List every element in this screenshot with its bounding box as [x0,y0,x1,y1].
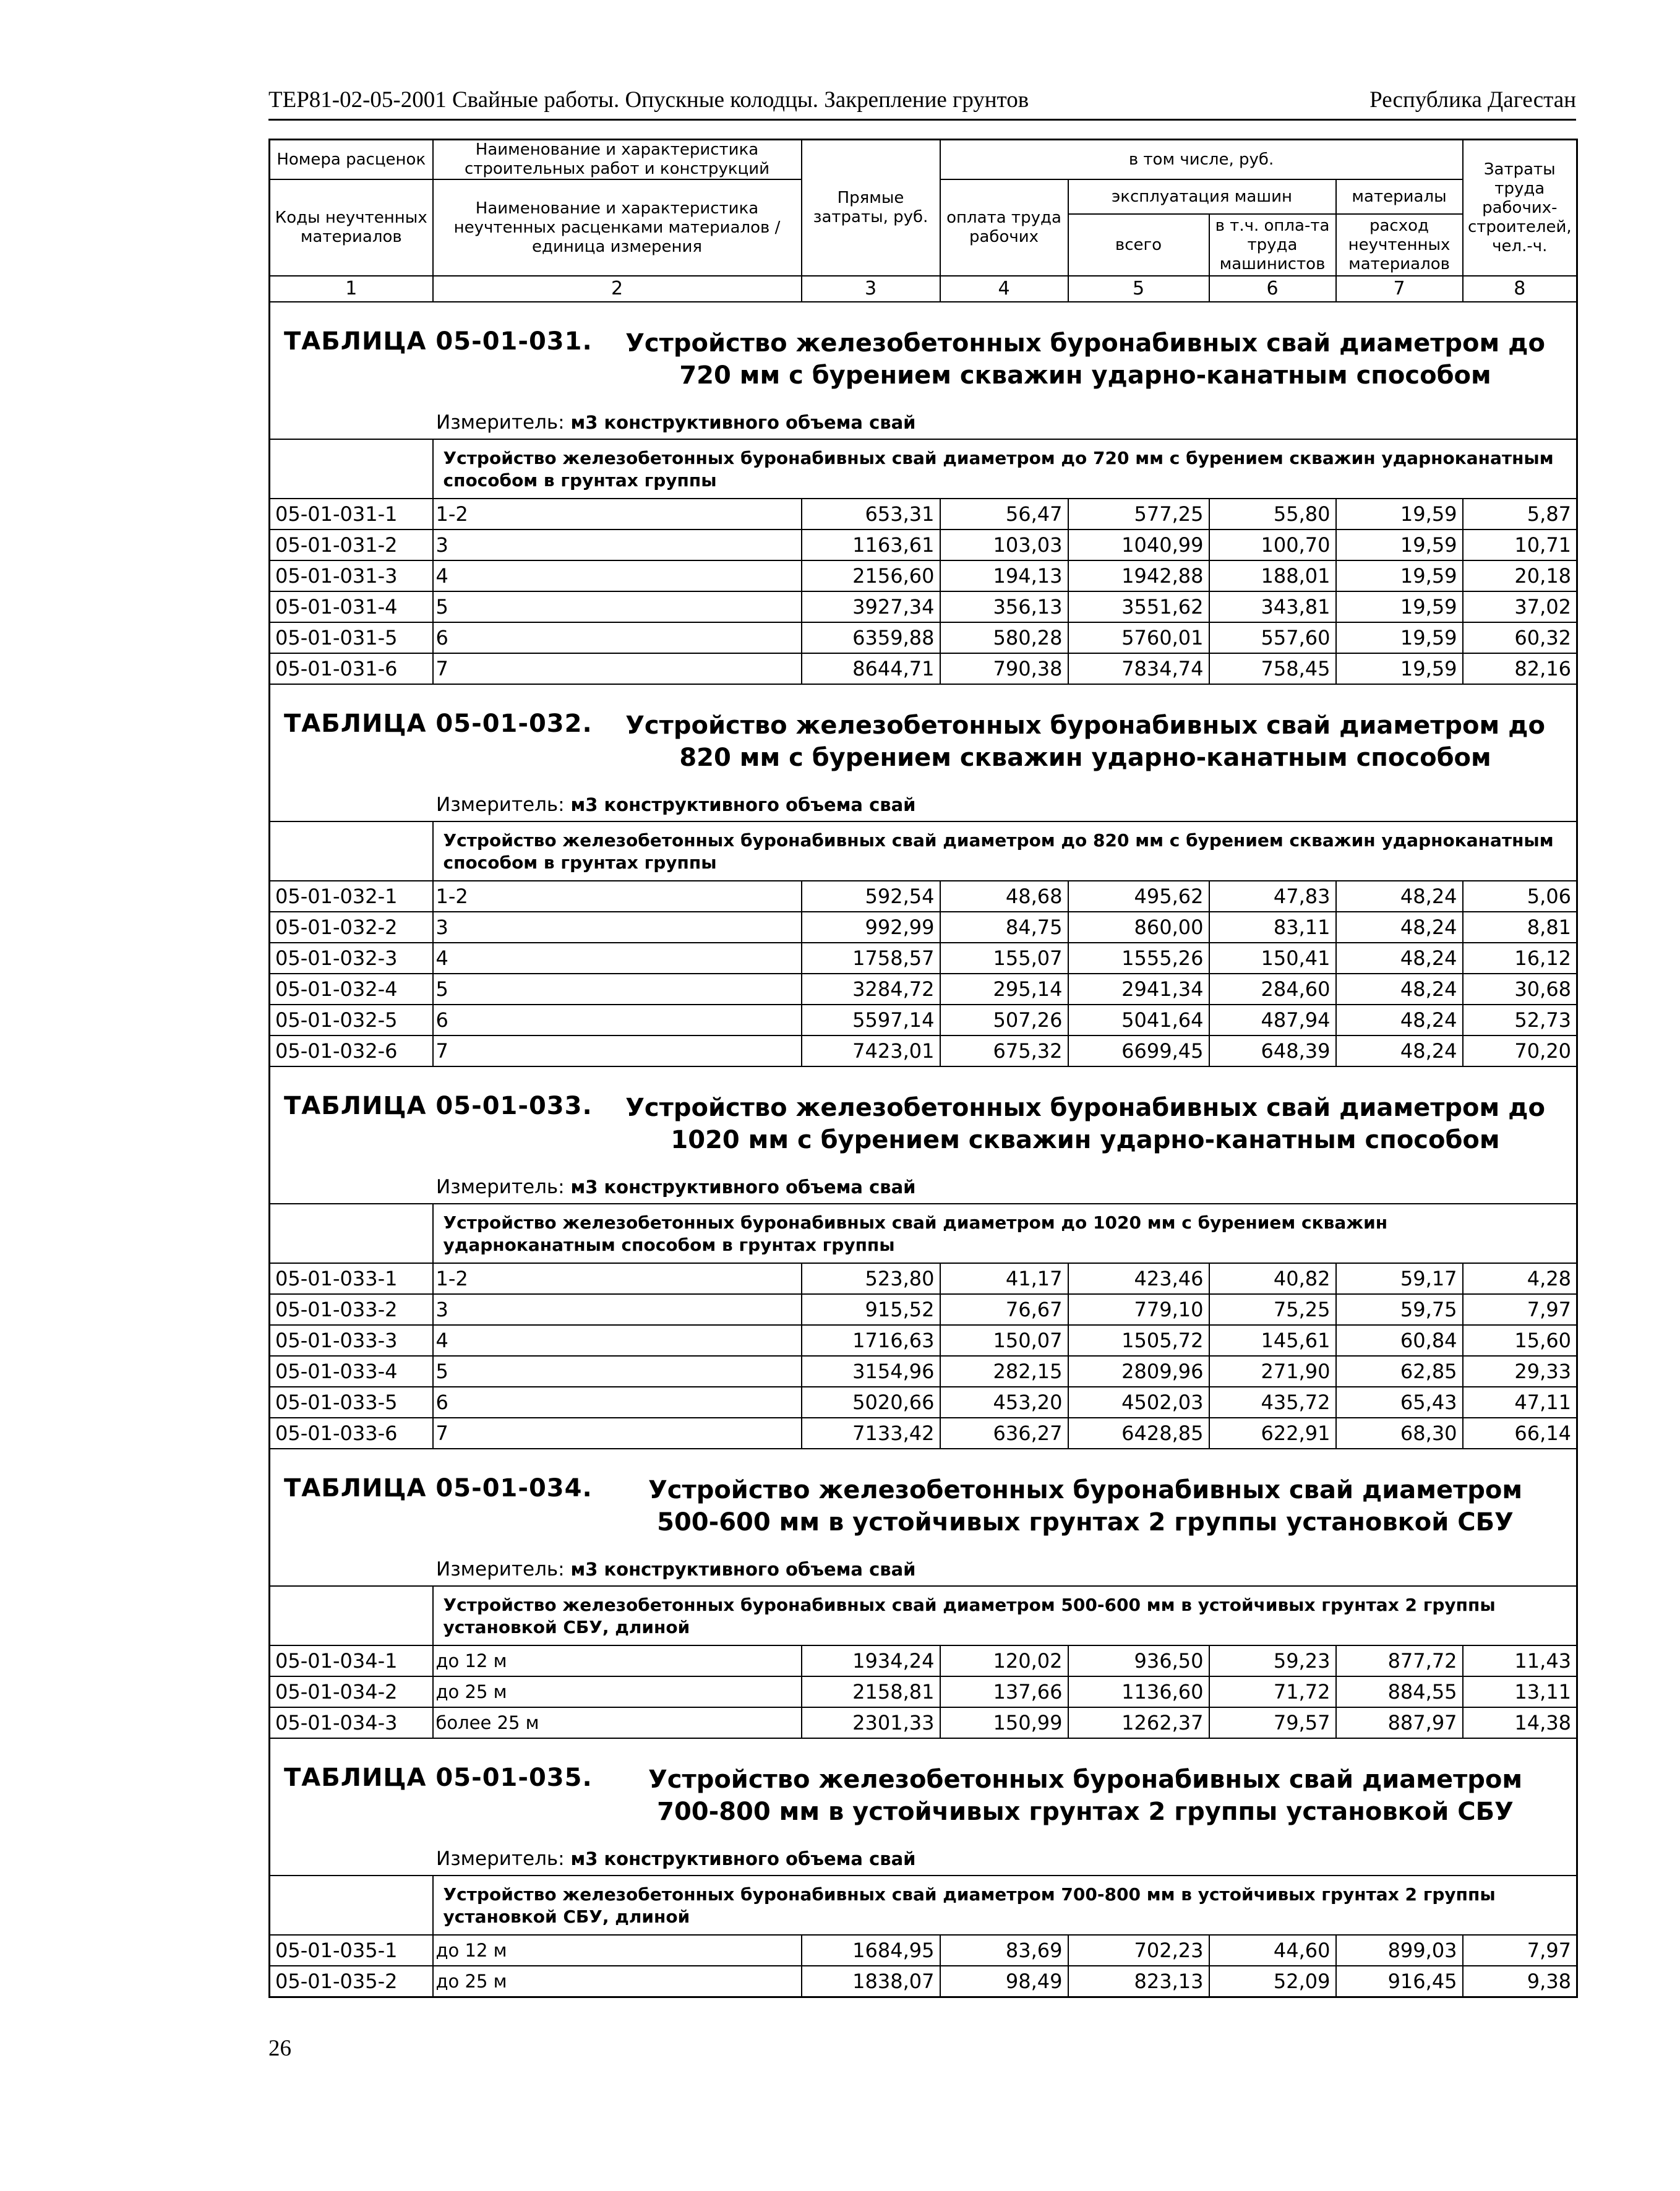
table-caption: Устройство железобетонных буронабивных свай диаметром до 720 мм с бурением скважин ударноканатным способом в грунтах группы [433,439,1577,499]
rate-code: 05-01-033-5 [270,1387,433,1418]
direct-costs: 1163,61 [802,530,940,560]
rate-code: 05-01-031-1 [270,499,433,530]
in-total-header: в том числе, руб. [940,140,1463,180]
rate-code: 05-01-033-6 [270,1418,433,1449]
machines-total: 1505,72 [1068,1325,1209,1356]
table-row [270,560,1577,591]
direct-costs: 1758,57 [802,943,940,974]
rate-name: 6 [433,1387,802,1418]
direct-costs: 653,31 [802,499,940,530]
labor-hours: 11,43 [1463,1645,1577,1676]
rate-name: 5 [433,1356,802,1387]
rate-code: 05-01-031-4 [270,591,433,622]
labor-pay: 580,28 [940,622,1068,653]
machinists-pay: 40,82 [1209,1263,1336,1294]
measure-label: Измеритель: [436,1176,565,1198]
materials-cost: 19,59 [1336,653,1463,684]
table-title-block [270,1738,1577,1843]
rate-code: 05-01-032-4 [270,974,433,1005]
measure-value: м3 конструктивного объема свай [570,794,916,815]
rate-name: 1-2 [433,499,802,530]
rate-name: до 12 м [433,1645,802,1676]
machines-total: 423,46 [1068,1263,1209,1294]
direct-costs: 1934,24 [802,1645,940,1676]
caption-spacer [270,1876,433,1935]
table-title-block [270,1066,1577,1171]
rate-code: 05-01-034-2 [270,1676,433,1707]
table-label: ТАБЛИЦА 05-01-034. [284,1474,593,1503]
header-rule [268,119,1576,121]
machinists-pay: 145,61 [1209,1325,1336,1356]
materials-cost: 916,45 [1336,1966,1463,1997]
col4-header: оплата труда рабочих [940,179,1068,276]
labor-pay: 98,49 [940,1966,1068,1997]
measure-label: Измеритель: [436,1848,565,1870]
rates-table [268,139,1578,1998]
table-row [270,1387,1577,1418]
table-caption: Устройство железобетонных буронабивных свай диаметром до 820 мм с бурением скважин ударноканатным способом в грунтах группы [433,821,1577,881]
machinists-pay: 59,23 [1209,1645,1336,1676]
table-title-block [270,684,1577,789]
table-title: Устройство железобетонных буронабивных свай диаметром 500-600 мм в устойчивых грунтах 2 группы установкой СБУ [648,1476,1523,1537]
labor-hours: 13,11 [1463,1676,1577,1707]
machinists-pay: 487,94 [1209,1005,1336,1035]
materials-cost: 48,24 [1336,943,1463,974]
rate-name: 3 [433,912,802,943]
table-row [270,499,1577,530]
materials-cost: 19,59 [1336,560,1463,591]
table-row [270,912,1577,943]
rate-name: 1-2 [433,881,802,912]
table-title-block [270,302,1577,406]
labor-hours: 47,11 [1463,1387,1577,1418]
table-title-block [270,1449,1577,1553]
table-row [270,1005,1577,1035]
labor-hours: 14,38 [1463,1707,1577,1738]
labor-pay: 137,66 [940,1676,1068,1707]
direct-costs: 3284,72 [802,974,940,1005]
labor-pay: 155,07 [940,943,1068,974]
direct-costs: 992,99 [802,912,940,943]
materials-cost: 19,59 [1336,591,1463,622]
rate-code: 05-01-031-6 [270,653,433,684]
machines-total: 5041,64 [1068,1005,1209,1035]
machinists-pay: 83,11 [1209,912,1336,943]
rate-name: 7 [433,1035,802,1066]
machines-total: 495,62 [1068,881,1209,912]
machinists-pay: 71,72 [1209,1676,1336,1707]
materials-cost: 59,75 [1336,1294,1463,1325]
table-row [270,1418,1577,1449]
direct-costs: 3927,34 [802,591,940,622]
machinists-pay: 100,70 [1209,530,1336,560]
machinists-pay: 47,83 [1209,881,1336,912]
rate-code: 05-01-033-4 [270,1356,433,1387]
materials-cost: 68,30 [1336,1418,1463,1449]
labor-pay: 120,02 [940,1645,1068,1676]
machines-total: 5760,01 [1068,622,1209,653]
machines-total: 936,50 [1068,1645,1209,1676]
col6-header: в т.ч. опла-та труда машинистов [1209,214,1336,276]
labor-hours: 4,28 [1463,1263,1577,1294]
labor-hours: 66,14 [1463,1418,1577,1449]
table-row [270,1645,1577,1676]
materials-cost: 60,84 [1336,1325,1463,1356]
table-label: ТАБЛИЦА 05-01-033. [284,1092,593,1120]
table-label: ТАБЛИЦА 05-01-031. [284,327,593,356]
machines-total: 3551,62 [1068,591,1209,622]
rate-code: 05-01-032-6 [270,1035,433,1066]
labor-hours: 70,20 [1463,1035,1577,1066]
labor-hours: 9,38 [1463,1966,1577,1997]
col-number: 4 [940,276,1068,302]
rate-name: 4 [433,943,802,974]
rate-code: 05-01-033-3 [270,1325,433,1356]
machinists-pay: 188,01 [1209,560,1336,591]
machinists-pay: 52,09 [1209,1966,1336,1997]
table-caption: Устройство железобетонных буронабивных свай диаметром 700-800 мм в устойчивых грунтах 2 группы установкой СБУ, длиной [433,1876,1577,1935]
rate-name: 6 [433,622,802,653]
measure-value: м3 конструктивного объема свай [570,1177,916,1198]
col-number: 1 [270,276,433,302]
direct-costs: 3154,96 [802,1356,940,1387]
col-number: 7 [1336,276,1463,302]
materials-cost: 887,97 [1336,1707,1463,1738]
machines-total: 1040,99 [1068,530,1209,560]
machines-total: 2941,34 [1068,974,1209,1005]
labor-pay: 453,20 [940,1387,1068,1418]
table-row [270,1676,1577,1707]
caption-spacer [270,1204,433,1263]
machines-total: 1136,60 [1068,1676,1209,1707]
measure-label: Измеритель: [436,1558,565,1580]
labor-pay: 507,26 [940,1005,1068,1035]
col-number: 8 [1463,276,1577,302]
machinists-pay: 622,91 [1209,1418,1336,1449]
materials-cost: 48,24 [1336,1035,1463,1066]
machines-total: 1942,88 [1068,560,1209,591]
measure-line [270,1553,1577,1586]
machinists-pay: 435,72 [1209,1387,1336,1418]
direct-costs: 6359,88 [802,622,940,653]
col2-bottom-header: Наименование и характеристика неучтенных расценками материалов / единица измерения [433,179,802,276]
col-number: 5 [1068,276,1209,302]
labor-hours: 5,06 [1463,881,1577,912]
rate-name: до 12 м [433,1935,802,1966]
col1-top-header: Номера расценок [270,140,433,180]
rate-code: 05-01-035-1 [270,1935,433,1966]
machines-total: 2809,96 [1068,1356,1209,1387]
labor-hours: 10,71 [1463,530,1577,560]
rate-code: 05-01-031-5 [270,622,433,653]
machines-total: 6699,45 [1068,1035,1209,1066]
materials-header: материалы [1336,179,1463,214]
rate-name: 3 [433,530,802,560]
labor-hours: 60,32 [1463,622,1577,653]
labor-hours: 37,02 [1463,591,1577,622]
rate-code: 05-01-032-3 [270,943,433,974]
rate-name: 7 [433,653,802,684]
table-row [270,943,1577,974]
machinists-pay: 648,39 [1209,1035,1336,1066]
direct-costs: 915,52 [802,1294,940,1325]
labor-pay: 150,07 [940,1325,1068,1356]
table-title: Устройство железобетонных буронабивных свай диаметром до 820 мм с бурением скважин ударно-канатным способом [625,711,1545,772]
rate-code: 05-01-035-2 [270,1966,433,1997]
region-name: Республика Дагестан [1369,87,1576,113]
rate-code: 05-01-031-2 [270,530,433,560]
labor-pay: 56,47 [940,499,1068,530]
labor-pay: 636,27 [940,1418,1068,1449]
table-row [270,1325,1577,1356]
labor-pay: 295,14 [940,974,1068,1005]
machinists-pay: 557,60 [1209,622,1336,653]
materials-cost: 899,03 [1336,1935,1463,1966]
materials-cost: 65,43 [1336,1387,1463,1418]
machines-total: 1555,26 [1068,943,1209,974]
rate-name: 1-2 [433,1263,802,1294]
materials-cost: 877,72 [1336,1645,1463,1676]
rate-code: 05-01-032-2 [270,912,433,943]
measure-label: Измеритель: [436,794,565,816]
direct-costs: 1716,63 [802,1325,940,1356]
measure-line [270,1171,1577,1204]
table-row [270,653,1577,684]
labor-pay: 150,99 [940,1707,1068,1738]
table-label: ТАБЛИЦА 05-01-032. [284,710,593,738]
machinists-pay: 284,60 [1209,974,1336,1005]
machines-total: 1262,37 [1068,1707,1209,1738]
labor-pay: 41,17 [940,1263,1068,1294]
rate-name: 4 [433,560,802,591]
rate-code: 05-01-033-1 [270,1263,433,1294]
rate-code: 05-01-034-1 [270,1645,433,1676]
table-row [270,881,1577,912]
labor-hours: 15,60 [1463,1325,1577,1356]
machines-total: 577,25 [1068,499,1209,530]
materials-cost: 884,55 [1336,1676,1463,1707]
table-title: Устройство железобетонных буронабивных свай диаметром до 720 мм с бурением скважин ударно-канатным способом [625,329,1545,390]
materials-cost: 62,85 [1336,1356,1463,1387]
machines-total: 4502,03 [1068,1387,1209,1418]
machines-total: 702,23 [1068,1935,1209,1966]
direct-costs: 2156,60 [802,560,940,591]
machines-total: 860,00 [1068,912,1209,943]
measure-line [270,1843,1577,1876]
direct-costs: 5020,66 [802,1387,940,1418]
table-row [270,1356,1577,1387]
col7-header: расход неучтенных материалов [1336,214,1463,276]
col1-bottom-header: Коды неучтенных материалов [270,179,433,276]
machinists-pay: 79,57 [1209,1707,1336,1738]
table-row [270,1294,1577,1325]
labor-hours: 16,12 [1463,943,1577,974]
machinists-pay: 758,45 [1209,653,1336,684]
col-number: 6 [1209,276,1336,302]
table-row [270,974,1577,1005]
direct-costs: 7133,42 [802,1418,940,1449]
col5-header: всего [1068,214,1209,276]
measure-value: м3 конструктивного объема свай [570,1559,916,1580]
materials-cost: 48,24 [1336,974,1463,1005]
materials-cost: 48,24 [1336,1005,1463,1035]
labor-hours: 8,81 [1463,912,1577,943]
col3-header: Прямые затраты, руб. [802,140,940,277]
labor-pay: 76,67 [940,1294,1068,1325]
table-caption: Устройство железобетонных буронабивных свай диаметром 500-600 мм в устойчивых грунтах 2 группы установкой СБУ, длиной [433,1586,1577,1645]
col8-header: Затраты труда рабочих-строителей, чел.-ч. [1463,140,1577,277]
rate-name: 3 [433,1294,802,1325]
machinists-pay: 55,80 [1209,499,1336,530]
rate-name: 5 [433,591,802,622]
measure-label: Измеритель: [436,411,565,434]
caption-spacer [270,821,433,881]
caption-spacer [270,1586,433,1645]
materials-cost: 59,17 [1336,1263,1463,1294]
direct-costs: 8644,71 [802,653,940,684]
direct-costs: 5597,14 [802,1005,940,1035]
table-row [270,1935,1577,1966]
machines-total: 823,13 [1068,1966,1209,1997]
labor-pay: 282,15 [940,1356,1068,1387]
rate-name: до 25 м [433,1676,802,1707]
table-row [270,530,1577,560]
rate-name: до 25 м [433,1966,802,1997]
rate-name: 7 [433,1418,802,1449]
labor-pay: 675,32 [940,1035,1068,1066]
table-row [270,591,1577,622]
table-caption: Устройство железобетонных буронабивных свай диаметром до 1020 мм с бурением скважин ударноканатным способом в грунтах группы [433,1204,1577,1263]
machines-total: 6428,85 [1068,1418,1209,1449]
labor-pay: 84,75 [940,912,1068,943]
labor-hours: 7,97 [1463,1294,1577,1325]
machinists-pay: 343,81 [1209,591,1336,622]
table-row [270,1707,1577,1738]
labor-pay: 194,13 [940,560,1068,591]
labor-pay: 48,68 [940,881,1068,912]
running-header [268,87,1576,118]
machinists-pay: 75,25 [1209,1294,1336,1325]
rate-code: 05-01-033-2 [270,1294,433,1325]
labor-hours: 7,97 [1463,1935,1577,1966]
labor-hours: 29,33 [1463,1356,1577,1387]
machines-header: эксплуатация машин [1068,179,1336,214]
materials-cost: 19,59 [1336,622,1463,653]
direct-costs: 2158,81 [802,1676,940,1707]
document-title: ТЕР81-02-05-2001 Свайные работы. Опускные колодцы. Закрепление грунтов [268,87,1029,113]
labor-hours: 82,16 [1463,653,1577,684]
rate-name: 4 [433,1325,802,1356]
machines-total: 7834,74 [1068,653,1209,684]
measure-value: м3 конструктивного объема свай [570,1848,916,1869]
direct-costs: 1684,95 [802,1935,940,1966]
rate-code: 05-01-034-3 [270,1707,433,1738]
machinists-pay: 44,60 [1209,1935,1336,1966]
rate-name: более 25 м [433,1707,802,1738]
machinists-pay: 271,90 [1209,1356,1336,1387]
col-number: 2 [433,276,802,302]
labor-pay: 103,03 [940,530,1068,560]
machines-total: 779,10 [1068,1294,1209,1325]
materials-cost: 19,59 [1336,499,1463,530]
table-row [270,622,1577,653]
direct-costs: 7423,01 [802,1035,940,1066]
direct-costs: 523,80 [802,1263,940,1294]
rate-name: 6 [433,1005,802,1035]
labor-pay: 790,38 [940,653,1068,684]
caption-spacer [270,439,433,499]
direct-costs: 2301,33 [802,1707,940,1738]
col2-top-header: Наименование и характеристика строительных работ и конструкций [433,140,802,180]
labor-hours: 52,73 [1463,1005,1577,1035]
measure-line [270,789,1577,821]
col-number: 3 [802,276,940,302]
materials-cost: 48,24 [1336,912,1463,943]
materials-cost: 19,59 [1336,530,1463,560]
direct-costs: 1838,07 [802,1966,940,1997]
measure-line [270,406,1577,439]
rate-name: 5 [433,974,802,1005]
table-row [270,1966,1577,1997]
materials-cost: 48,24 [1336,881,1463,912]
rate-code: 05-01-031-3 [270,560,433,591]
machinists-pay: 150,41 [1209,943,1336,974]
labor-pay: 356,13 [940,591,1068,622]
labor-pay: 83,69 [940,1935,1068,1966]
direct-costs: 592,54 [802,881,940,912]
labor-hours: 20,18 [1463,560,1577,591]
rate-code: 05-01-032-1 [270,881,433,912]
rate-code: 05-01-032-5 [270,1005,433,1035]
table-title: Устройство железобетонных буронабивных свай диаметром до 1020 мм с бурением скважин ударно-канатным способом [625,1094,1545,1154]
measure-value: м3 конструктивного объема свай [570,412,916,433]
table-row [270,1035,1577,1066]
page-number: 26 [268,2036,291,2061]
labor-hours: 30,68 [1463,974,1577,1005]
table-title: Устройство железобетонных буронабивных свай диаметром 700-800 мм в устойчивых грунтах 2 группы установкой СБУ [648,1765,1523,1826]
labor-hours: 5,87 [1463,499,1577,530]
table-row [270,1263,1577,1294]
table-label: ТАБЛИЦА 05-01-035. [284,1764,593,1792]
